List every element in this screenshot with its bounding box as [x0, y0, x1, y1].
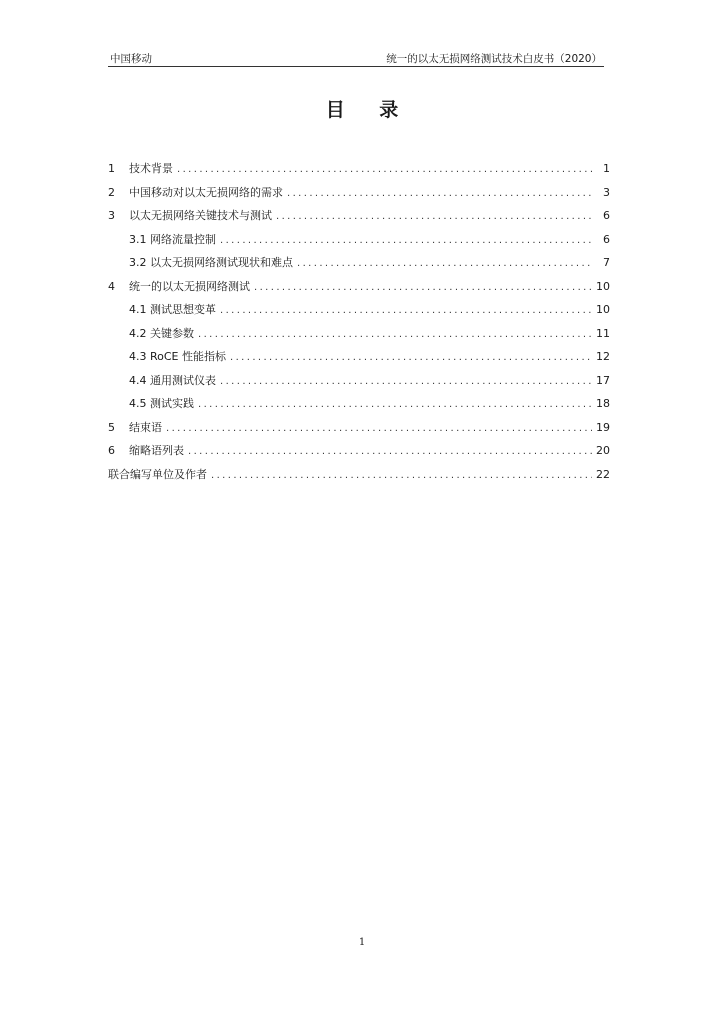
toc-dot-leader: [276, 205, 592, 229]
toc-entry-title: 4.3 RoCE 性能指标: [129, 350, 226, 363]
toc-entry[interactable]: [108, 416, 610, 440]
toc-dot-leader: [287, 182, 592, 206]
toc-dot-leader: [166, 417, 592, 441]
toc-entry-page: 3: [603, 185, 610, 199]
toc-entry-title: 4.1 测试思想变革: [129, 303, 216, 316]
toc-entry-page: 7: [603, 256, 610, 269]
toc-entry[interactable]: [108, 439, 610, 463]
toc-entry[interactable]: [108, 251, 610, 275]
toc-entry[interactable]: [108, 181, 610, 205]
toc-dot-leader: [220, 229, 592, 253]
table-of-contents: [108, 157, 610, 486]
toc-entry-title: 缩略语列表: [129, 444, 184, 457]
toc-entry-title: 联合编写单位及作者: [108, 467, 207, 481]
toc-dot-leader: [211, 464, 592, 488]
toc-dot-leader: [230, 346, 592, 370]
toc-entry-title: 以太无损网络关键技术与测试: [129, 209, 272, 222]
header-document-title: 统一的以太无损网络测试技术白皮书（2020）: [386, 53, 602, 65]
toc-entry[interactable]: [108, 463, 610, 487]
toc-entry-number: 3: [108, 209, 115, 222]
toc-dot-leader: [220, 299, 592, 323]
toc-dot-leader: [198, 323, 592, 347]
toc-entry[interactable]: [108, 157, 610, 181]
toc-title: 目 录: [325, 99, 413, 121]
toc-entry-title: 3.2 以太无损网络测试现状和难点: [129, 256, 293, 269]
toc-entry-page: 12: [596, 350, 610, 363]
toc-dot-leader: [198, 393, 592, 417]
toc-entry-page: 19: [596, 420, 610, 434]
toc-entry-title: 统一的以太无损网络测试: [129, 279, 250, 293]
toc-entry[interactable]: [108, 228, 610, 252]
toc-entry-number: 2: [108, 185, 115, 199]
header-organization: 中国移动: [110, 53, 152, 65]
toc-entry-page: 17: [596, 373, 610, 387]
toc-entry[interactable]: [108, 298, 610, 322]
toc-dot-leader: [177, 158, 592, 182]
toc-entry-page: 6: [603, 209, 610, 222]
toc-entry-title: 结束语: [129, 420, 162, 434]
toc-entry-title: 中国移动对以太无损网络的需求: [129, 185, 283, 199]
toc-entry-page: 18: [596, 397, 610, 410]
toc-entry-page: 11: [596, 326, 610, 340]
toc-entry-page: 10: [596, 303, 610, 316]
toc-entry[interactable]: [108, 345, 610, 369]
toc-entry-number: 1: [108, 162, 115, 175]
toc-entry-number: 6: [108, 444, 115, 457]
toc-entry-title: 4.5 测试实践: [129, 397, 194, 410]
toc-entry-number: 5: [108, 420, 115, 434]
toc-entry[interactable]: [108, 369, 610, 393]
toc-dot-leader: [254, 276, 592, 300]
toc-dot-leader: [188, 440, 592, 464]
toc-entry-page: 1: [603, 162, 610, 175]
toc-entry[interactable]: [108, 204, 610, 228]
toc-entry[interactable]: [108, 275, 610, 299]
toc-entry-number: 4: [108, 279, 115, 293]
toc-entry-page: 20: [596, 444, 610, 457]
toc-entry-title: 4.2 关键参数: [129, 326, 194, 340]
toc-entry[interactable]: [108, 392, 610, 416]
page-number: 1: [358, 937, 366, 948]
toc-entry-title: 3.1 网络流量控制: [129, 232, 216, 246]
toc-entry[interactable]: [108, 322, 610, 346]
toc-entry-page: 10: [596, 279, 610, 293]
toc-dot-leader: [220, 370, 592, 394]
page-header: [108, 52, 604, 67]
toc-entry-title: 技术背景: [129, 162, 173, 175]
toc-entry-page: 6: [603, 232, 610, 246]
toc-dot-leader: [297, 252, 592, 276]
toc-entry-title: 4.4 通用测试仪表: [129, 373, 216, 387]
toc-entry-page: 22: [596, 467, 610, 481]
